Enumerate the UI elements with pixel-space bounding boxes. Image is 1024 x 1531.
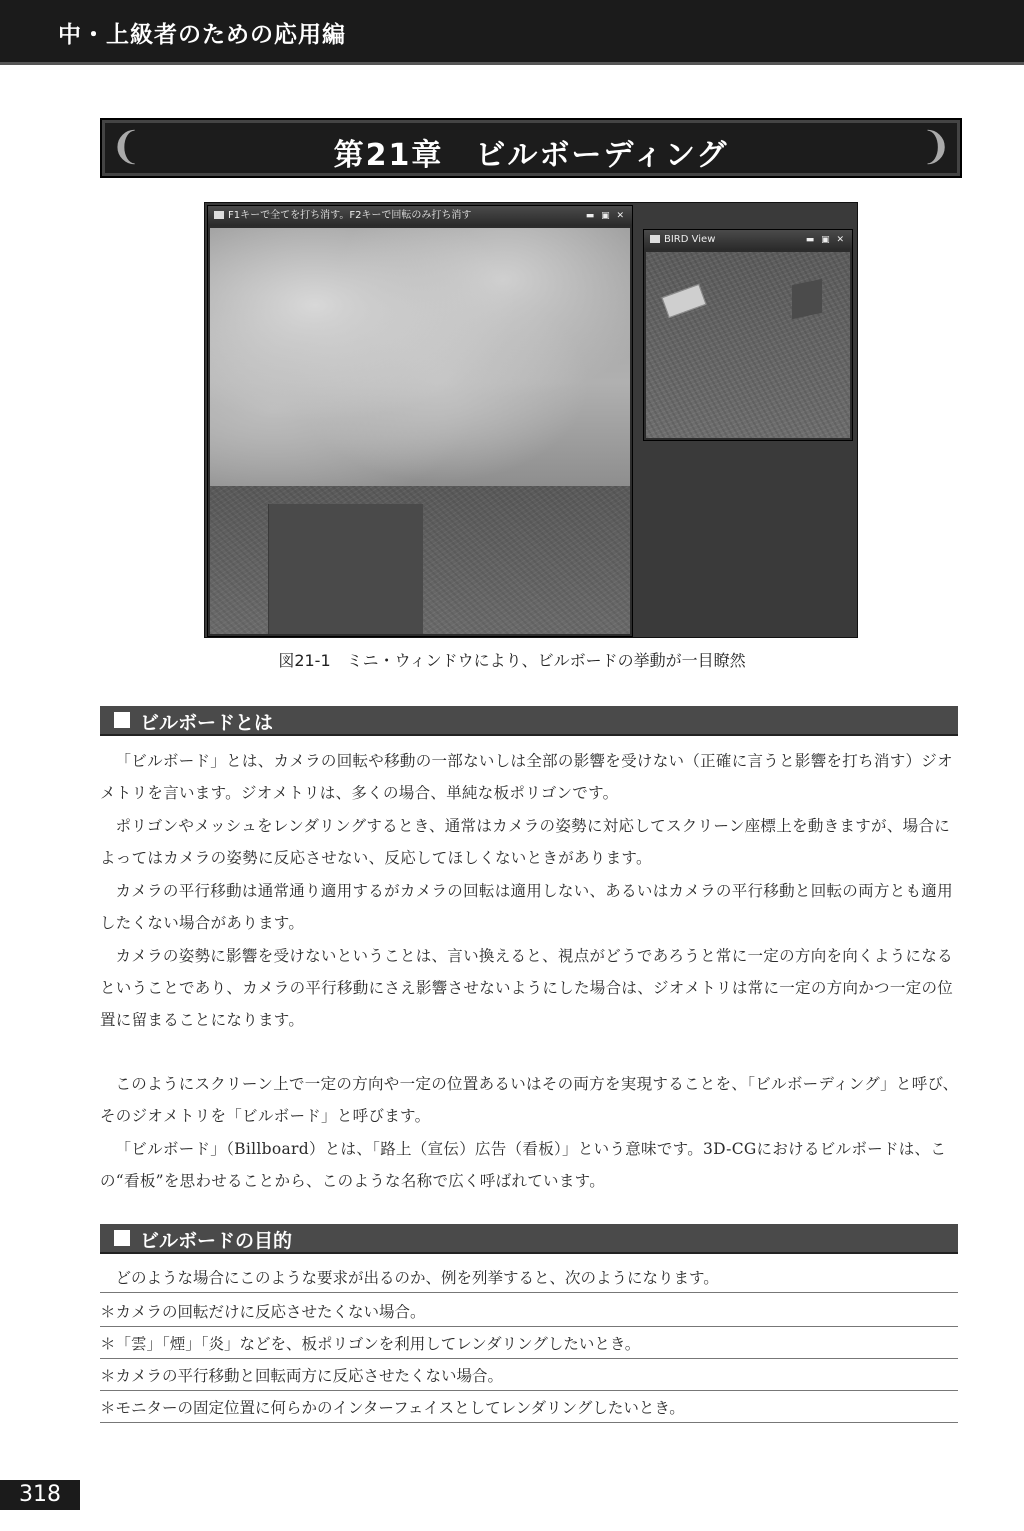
list-item: ＊カメラの回転だけに反応させたくない場合。 [100,1300,958,1327]
section-heading-text: ビルボードの目的 [140,1230,293,1252]
section-heading-billboard [100,706,958,736]
section-heading-purpose [100,1224,958,1254]
bird-window-titlebar [644,230,852,250]
window-icon [214,211,224,219]
page-number: 318 [0,1480,80,1510]
body-paragraph: カメラの平行移動は通常通り適用するがカメラの回転は適用しない、あるいはカメラの平行移動と回転の両方とも適用したくない場合があります。 [100,882,953,932]
square-bullet-icon [114,712,130,728]
list-item: ＊モニターの固定位置に何らかのインターフェイスとしてレンダリングしたいとき。 [100,1396,958,1423]
body-paragraph: 「ビルボード」とは、カメラの回転や移動の一部ないしは全部の影響を受けない（正確に言うと影響を打ち消す）ジオメトリを言います。ジオメトリは、多くの場合、単純な板ポリゴンです。 [100,752,953,802]
bird-view-scene [646,252,850,438]
camera-model-icon [661,284,706,318]
body-paragraph: ポリゴンやメッシュをレンダリングするとき、通常はカメラの姿勢に対応してスクリーン座標上を動きますが、場合によってはカメラの姿勢に反応させない、反応してほしくないときがあります。 [100,817,951,867]
window-icon [650,235,660,243]
left-bracket-ornament: ❨ [110,124,142,168]
billboard-polygon [268,504,423,634]
list-item: ＊「雲」「煙」「炎」などを、板ポリゴンを利用してレンダリングしたいとき。 [100,1332,958,1359]
window-controls-icon: ▬ ▣ ✕ [585,211,626,221]
figure-caption: 図21-1 ミニ・ウィンドウにより、ビルボードの挙動が一目瞭然 [278,651,746,670]
list-intro: どのような場合にこのような要求が出るのか、例を列挙すると、次のようになります。 [100,1266,958,1293]
running-header [0,0,1024,65]
body-paragraph: 「ビルボード」（Billboard）とは、「路上（宣伝）広告（看板）」という意味です。3D-CGにおけるビルボードは、この“看板”を思わせることから、このような名称で広く呼ばれています。 [100,1140,947,1190]
bird-window-title: BIRD View [664,234,716,245]
chapter-banner [100,118,962,178]
chapter-title: 第21章 ビルボーディング [333,138,729,173]
cloudy-sky [210,228,630,486]
square-bullet-icon [114,1230,130,1246]
main-3d-window [207,205,633,637]
main-window-title: F1キーで全てを打ち消す。F2キーで回転のみ打ち消す [228,210,472,221]
billboard-small [792,279,822,319]
body-paragraph: このようにスクリーン上で一定の方向や一定の位置あるいはその両方を実現することを、「ビルボーディング」と呼び、そのジオメトリを「ビルボード」と呼びます。 [100,1075,959,1125]
window-controls-icon: ▬ ▣ ✕ [805,235,846,245]
bird-view-window [643,229,853,441]
body-paragraph: カメラの姿勢に影響を受けないということは、言い換えると、視点がどうであろうと常に一定の方向を向くようになるということであり、カメラの平行移動にさえ影響させないようにした場合は、ジオメトリは常に一定の方向かつ一定の位置に留まることになります。 [100,947,954,1029]
main-window-titlebar [208,206,632,226]
section-heading-text: ビルボードとは [140,712,274,734]
figure-screenshot [204,202,858,638]
running-title: 中・上級者のための応用編 [58,22,346,48]
right-bracket-ornament: ❩ [920,124,952,168]
list-item: ＊カメラの平行移動と回転両方に反応させたくない場合。 [100,1364,958,1391]
